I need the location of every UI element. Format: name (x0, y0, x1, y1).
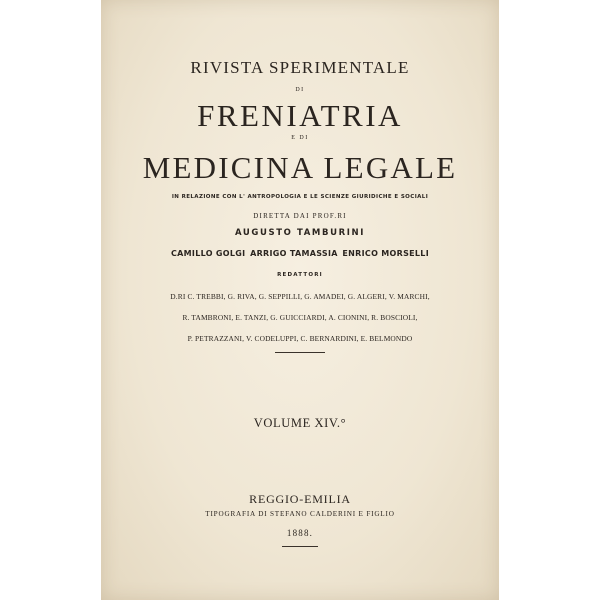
divider-rule (275, 352, 325, 353)
editors-label: REDATTORI (277, 272, 323, 278)
publication-city: REGGIO-EMILIA (249, 492, 351, 506)
director-morselli: ENRICO MORSELLI (342, 249, 429, 258)
directed-by-label: DIRETTA DAI PROF.RI (253, 212, 347, 220)
journal-title-freniatria: FRENIATRIA (197, 98, 403, 133)
editors-line-3: P. PETRAZZANI, V. CODELUPPI, C. BERNARDINI, E. BELMONDO (187, 334, 413, 343)
co-directors (171, 249, 429, 258)
footer-rule (282, 546, 318, 547)
connector-di: DI (295, 87, 305, 93)
director-golgi: CAMILLO GOLGI (171, 249, 246, 258)
main-director: AUGUSTO TAMBURINI (235, 228, 365, 238)
journal-title-medicina-legale: MEDICINA LEGALE (142, 150, 458, 185)
volume-number: VOLUME XIV.° (253, 416, 347, 430)
connector-e-di: E DI (291, 135, 309, 141)
journal-subtitle: IN RELAZIONE CON L' ANTROPOLOGIA E LE SCIENZE GIURIDICHE E SOCIALI (171, 194, 429, 200)
journal-title-rivista: RIVISTA SPERIMENTALE (190, 58, 410, 77)
director-tamassia: ARRIGO TAMASSIA (250, 249, 338, 258)
printer-name: TIPOGRAFIA DI STEFANO CALDERINI E FIGLIO (205, 510, 395, 518)
title-page (101, 0, 499, 600)
editors-line-2: R. TAMBRONI, E. TANZI, G. GUICCIARDI, A. CIONINI, R. BOSCIOLI, (182, 313, 418, 322)
publication-year: 1888. (286, 528, 314, 538)
editors-line-1: D.RI C. TREBBI, G. RIVA, G. SEPPILLI, G. AMADEI, G. ALGERI, V. MARCHI, (170, 292, 430, 301)
